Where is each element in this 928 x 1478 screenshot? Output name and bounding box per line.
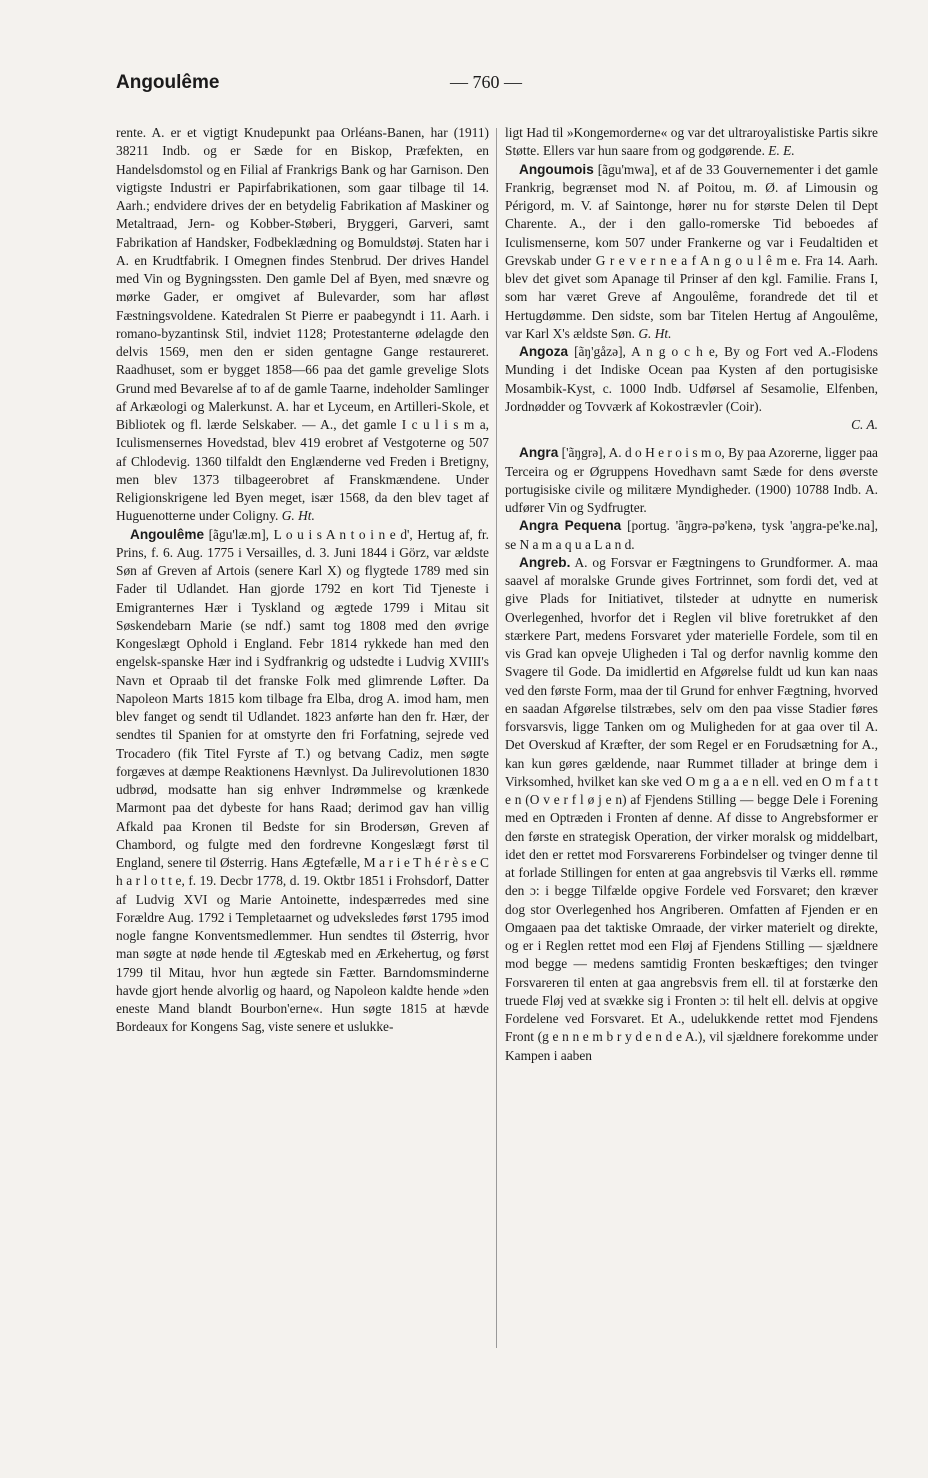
entry-lemma: Angra Pequena: [519, 518, 622, 534]
entry-text: [ãgu'læ.m], L o u i s A n t o i n e d', Hertug af, fr. Prins, f. 6. Aug. 1775 i Versailles, d. 3. Juni 1844 i Görz, var ældste Søn af Greven af Artois (senere Karl X) og flygtede 1789 med sin Fader til Udlandet. Han gjorde 1792 en kort Tid Tjeneste i Emigranternes Hær i Tyskland og ægtede 1799 i Mitau sit Søskendebarn Marie (se ndf.) samt tog 1808 med den øvrige Kongeslægt Ophold i England. Febr 1814 rykkede han med den engelsk-spanske Hær ind i Sydfrankrig og udstedte i Ludvig XVIII's Navn et Opraab til det franske Folk med glimrende Løfter. Da Napoleon Marts 1815 kom tilbage fra Elba, drog A. imod ham, men blev fanget og sendt til Udlandet. 1823 anførte han den fr. Hær, der sendtes til Spanien for at omstyrte den fri Forfatning, sejrede ved Trocadero (fik Titel Fyrste af T.) og betvang Cadiz, men søgte forgæves at dæmpe Reaktionens Hævnlyst. Da Julirevolutionen 1830 udbrød, modsatte han sig enhver Indrømmelse og krænkede Marmont paa det dybeste for hans Raad; derimod gav han villig Afkald paa Kronen til Bedste for sin Brodersøn, Greven af Chambord, og fulgte med den fordrevne Kongeslægt først til England, senere til Østerrig. Hans Ægtefælle, M a r i e T h é r è s e C h a r l o t t e, f. 19. Decbr 1778, d. 19. Oktbr 1851 i Frohsdorf, Datter af Ludvig XVI og Marie Antoinette, indespærredes med sine Forældre Aug. 1792 i Templetaarnet og udveksledes først 1795 imod nogle fangne Konventsmedlemmer. Hun sendtes til Østerrig, hvor man søgte at nøde hende til Ægteskab med en Ærkehertug, og først 1799 til Mitau, hvor hun ægtede sin Fætter. Barndomsminderne havde gjort hende alvorlig og haard, og Napoleon kaldte hende »den eneste Mand blandt Bourbon'erne«. Hun søgte 1815 at hævde Bordeaux for Kongens Sag, viste senere et uslukke-: [116, 526, 489, 1035]
entry-angoumois: [505, 161, 878, 344]
entry-text: ligt Had til »Kongemorderne« og var det ultraroyalistiske Partis sikre Støtte. Ellers var hun saare from og godgørende.: [505, 125, 878, 159]
running-head: Angoulême: [116, 72, 220, 93]
author-signature: E. E.: [768, 143, 795, 159]
entry-angouleme-duke-continued: [505, 124, 878, 161]
entry-angra: [505, 444, 878, 517]
entry-angreb: [505, 554, 878, 1065]
entry-angoza: [505, 343, 878, 416]
left-column: [116, 124, 489, 1037]
entry-lemma: Angreb.: [519, 554, 571, 570]
entry-lemma: Angoumois: [519, 161, 594, 177]
author-signature: G. Ht.: [281, 508, 315, 524]
entry-lemma: Angoza: [519, 344, 569, 359]
entry-text: [ãgu'mwa], et af de 33 Gouvernementer i det gamle Frankrig, begrænset mod N. af Poitou, m. Ø. af Limousin og Périgord, m. V. af Saintonge, hører nu for største Delen til Dept Charente. A., der i den gallo-romerske Tid beboedes af Iculismenserne, kom 507 under Frankerne og var i Feudaltiden et Grevskab under G r e v e r n e a f A n g o u l ê m e. Fra 14. Aarh. blev det givet som Apanage til Prinser af den kgl. Familie. Frans I, som har været Greve af Angoulême, forandrede det til et Hertugdømme. Den sidste, som bar Titelen Hertug af Angoulême, var Karl X's ældste Søn.: [505, 161, 878, 341]
page-number: — 760 —: [450, 72, 522, 92]
entry-angoza-signature-line: [505, 416, 878, 434]
author-signature: C. A.: [851, 417, 878, 432]
page-header: [116, 72, 876, 102]
column-divider: [496, 128, 497, 1348]
entry-text: [portug. 'ãŋgrə-pə'kenə, tysk 'aŋgra-pe'ke.na], se N a m a q u a L a n d.: [505, 518, 878, 552]
entry-spacer: [505, 434, 878, 444]
entry-lemma: Angra: [519, 445, 559, 461]
entry-angouleme-city-continued: [116, 124, 489, 526]
author-signature: G. Ht.: [638, 325, 672, 341]
entry-text: ['ãŋgrə], A. d o H e r o i s m o, By paa Azorerne, ligger paa Terceira og er Øgruppens Hovedhavn samt Sæde for dens øverste portugisiske civile og militære Myndigheder. (1900) 10788 Indb. A. udfører Vin og Sydfrugter.: [505, 445, 878, 515]
entry-text: [ãŋ'gåzə], A n g o c h e, By og Fort ved A.-Flodens Munding i det Indiske Ocean paa Kysten af den portugisiske Mosambik-Kyst, c. 1000 Indb. Udførsel af Sesamolie, Elfenben, Jordnødder og Tovværk af Kokostrævler (Coir).: [505, 344, 878, 414]
entry-text: rente. A. er et vigtigt Knudepunkt paa Orléans-Banen, har (1911) 38211 Indb. og er Sæde for en Biskop, Præfekten, en Handelsdomstol og en Filial af Frankrigs Bank og har Garnison. Den vigtigste Industri er Papirfabrikationen, som gaar tilbage til 14. Aarh.; endvidere drives der en betydelig Fabrikation af Maskiner og Metaltraad, Jern- og Kobber-Støberi, Bryggeri, Garveri, samt Fabrikation af Handsker, Fodbeklædning og Bomuldstøj. Staten har i A. en Krudtfabrik. I Omegnen findes Stenbrud. Der drives Handel med Vin og Bygningssten. Den gamle Del af Byen, med snævre og mørke Gader, er omgivet af Bulevarder, som har afløst Fæstningsvoldene. Katedralen St Pierre er paabegyndt i 11. Aarh. i romano-byzantinsk Stil, indviet 1128; Protestanterne ødelagde den delvis 1569, men den er siden gentagne Gange restaureret. Raadhuset, som er bygget 1858—66 paa det gamle grevelige Slots Grund med Bevarelse af to af de gamle Taarne, indeholder Samlinger af Arkæologi og Malerkunst. A. har et Lyceum, en Artilleri-Skole, et Bibliotek og fl. lærde Selskaber. — A., det gamle I c u l i s m a, Iculismensernes Hovedstad, blev 419 erobret af Vestgoterne og 507 af Chlodevig. 1360 tilfaldt den Englænderne ved Freden i Bretigny, men blev 1373 tilbageerobret af Franskmændene. Under Religionskrigene led Byen meget, især 1568, da den blev taget af Huguenotterne under Coligny.: [116, 125, 489, 524]
entry-angouleme-duke: [116, 526, 489, 1037]
entry-text: A. og Forsvar er Fægtningens to Grundformer. A. maa saavel af moralske Grunde gives Fortrinnet, som fordi det, ved at give Plads for Initiativet, tilsteder at udnytte en numerisk Overlegenhed, hvorfor det i Reglen vil blive foretrukket af den stærkere Part, medens Forsvaret yder materielle Fordele, som til en vis Grad kan opveje Uligheden i Tal og derfor navnlig komme den Svagere til Gode. Da imidlertid en Afgørelse fuldt ud kun kan naas ved den første Form, maa der til Grund for enhver Fægtning, hvorved en saadan Afgørelse tilstræbes, selv om den paa visse Stadier føres forsvarsvis, ligge Tanken om og Muligheden for at gaa over til A. Det Overskud af Kræfter, der som Regel er en Forudsætning for A., kan kun gøres gældende, naar Rummet tillader at bringe dem i Virksomhed, hvilket kan ske ved O m g a a e n ell. ved en O m f a t t e n (O v e r f l ø j e n) af Fjendens Stilling — begge Dele i Forening med en Optræden i Fronten af denne. Af disse to Angrebsformer er den første en strategisk Operation, der virker moralsk og middelbart, idet den er rettet mod Forsvarerens Forbindelser og tvinger denne til at forlade Stillingen for enten at gaa angrebsvis til Værks ell. rømme den ɔ: i begge Tilfælde opgive Fordele ved Forsvaret; den kræver dog stor Overlegenhed hos Angriberen. Omfatten af Fjenden er en Omgaaen paa det taktiske Omraade, der virker materielt og direkte, og er i Reglen rettet mod een Fløj af Fjendens Stilling — sjældnere mod begge — medens samtidig Fronten beskæftiges; den tvinger Forsvareren til enten at gaa angrebsvis frem ell. til at forstærke den truede Fløj ved at svække sig i Fronten ɔ: til helt ell. delvis at opgive Fordelene ved Forsvaret. Et A., udelukkende rettet mod Fjendens Front (g e n n e m b r y d e n d e A.), vil sjældnere forekomme under Kampen i aaben: [505, 554, 878, 1063]
entry-angra-pequena: [505, 517, 878, 554]
right-column: [505, 124, 878, 1065]
entry-lemma: Angoulême: [130, 526, 205, 542]
